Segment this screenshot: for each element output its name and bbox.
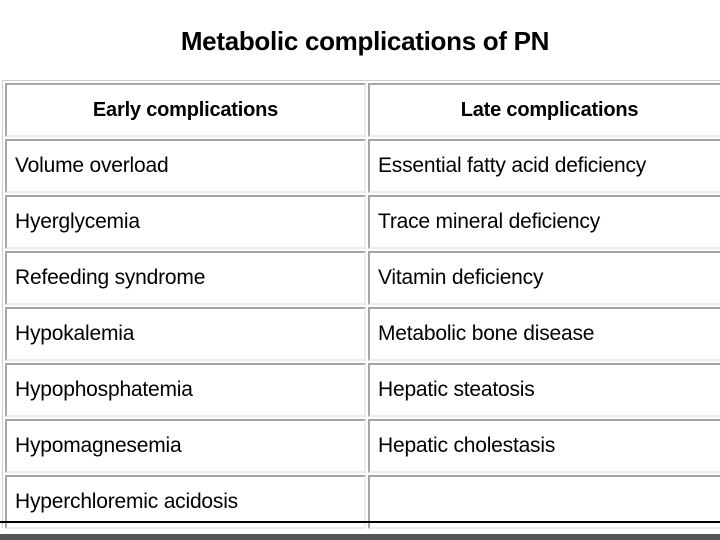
table-row (5, 307, 720, 361)
early-cell: Hypokalemia (5, 307, 366, 361)
complications-table (3, 81, 720, 531)
late-cell: Vitamin deficiency (368, 251, 720, 305)
early-cell: Hypomagnesemia (5, 419, 366, 473)
table-row (5, 251, 720, 305)
early-cell: Volume overload (5, 139, 366, 193)
table-header-row (5, 83, 720, 137)
late-cell: Metabolic bone disease (368, 307, 720, 361)
late-cell: Essential fatty acid deficiency (368, 139, 720, 193)
table-row (5, 419, 720, 473)
header-early: Early complications (5, 83, 366, 137)
early-cell: Refeeding syndrome (5, 251, 366, 305)
complications-table-frame (2, 80, 720, 528)
table-row (5, 195, 720, 249)
early-cell: Hypophosphatemia (5, 363, 366, 417)
bottom-bar (0, 534, 720, 540)
bottom-divider (0, 521, 720, 523)
late-cell: Trace mineral deficiency (368, 195, 720, 249)
slide-title: Metabolic complications of PN (180, 26, 550, 56)
early-cell: Hyperchloremic acidosis (5, 475, 366, 529)
early-cell: Hyerglycemia (5, 195, 366, 249)
late-cell: Hepatic cholestasis (368, 419, 720, 473)
header-late: Late complications (368, 83, 720, 137)
table-row (5, 139, 720, 193)
table-row (5, 363, 720, 417)
late-cell: Hepatic steatosis (368, 363, 720, 417)
